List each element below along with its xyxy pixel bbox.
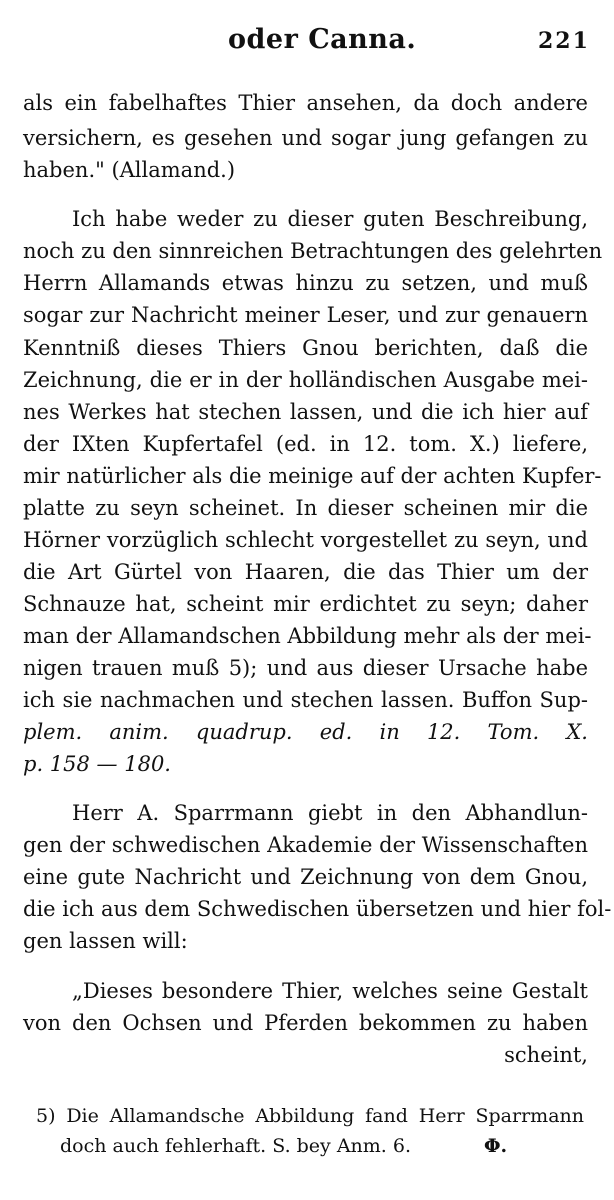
footnote-line: doch auch fehlerhaft. S. bey Anm. 6. <box>60 1135 412 1157</box>
text-line: die ich aus dem Schwedischen übersetzen und hier fol- <box>23 897 612 921</box>
citation-line: plem. anim. quadrup. ed. in 12. Tom. X. <box>23 720 588 744</box>
text-line: noch zu den sinnreichen Betrachtungen des gelehrten <box>23 239 603 263</box>
text-line: von den Ochsen und Pferden bekommen zu haben <box>23 1011 588 1035</box>
text-line: als ein fabelhaftes Thier ansehen, da doch andere <box>23 91 588 115</box>
citation-line: p. 158 — 180. <box>23 752 171 776</box>
text-line: Zeichnung, die er in der holländischen Ausgabe mei- <box>23 368 588 392</box>
catchword: scheint, <box>504 1043 588 1067</box>
text-line: Schnauze hat, scheint mir erdichtet zu seyn; daher <box>23 592 588 616</box>
text-line: eine gute Nachricht und Zeichnung von dem Gnou, <box>23 865 588 889</box>
text-line: die Art Gürtel von Haaren, die das Thier um der <box>23 560 588 584</box>
running-head: oder Canna. <box>228 24 417 55</box>
text-line: mir natürlicher als die meinige auf der achten Kupfer- <box>23 464 602 488</box>
text-line: der IXten Kupfertafel (ed. in 12. tom. X.) liefere, <box>23 432 588 456</box>
text-line: ich sie nachmachen und stechen lassen. Buffon Sup- <box>23 688 588 712</box>
text-line: Herrn Allamands etwas hinzu zu setzen, und muß <box>23 271 588 295</box>
page-number: 221 <box>538 28 590 54</box>
text-line: nes Werkes hat stechen lassen, und die ich hier auf <box>23 400 588 424</box>
text-line: „Dieses besondere Thier, welches seine Gestalt <box>72 979 588 1003</box>
text-line: Ich habe weder zu dieser guten Beschreibung, <box>72 207 588 231</box>
footnote-signature: Φ. <box>484 1135 508 1157</box>
text-line: gen der schwedischen Akademie der Wissenschaften <box>23 833 588 857</box>
text-line: man der Allamandschen Abbildung mehr als der mei- <box>23 624 592 648</box>
text-line: versichern, es gesehen und sogar jung gefangen zu <box>23 126 588 150</box>
text-line: Hörner vorzüglich schlecht vorgestellet zu seyn, und <box>23 528 588 552</box>
text-line: platte zu seyn scheinet. In dieser scheinen mir die <box>23 496 588 520</box>
text-line: Kenntniß dieses Thiers Gnou berichten, daß die <box>23 336 588 360</box>
text-line: gen lassen will: <box>23 929 188 953</box>
text-line: sogar zur Nachricht meiner Leser, und zur genauern <box>23 303 588 327</box>
text-line: haben." (Allamand.) <box>23 158 236 182</box>
footnote-line: 5) Die Allamandsche Abbildung fand Herr Sparrmann <box>36 1105 584 1127</box>
text-line: Herr A. Sparrmann giebt in den Abhandlun- <box>72 801 588 825</box>
text-line: nigen trauen muß 5); und aus dieser Ursache habe <box>23 656 588 680</box>
